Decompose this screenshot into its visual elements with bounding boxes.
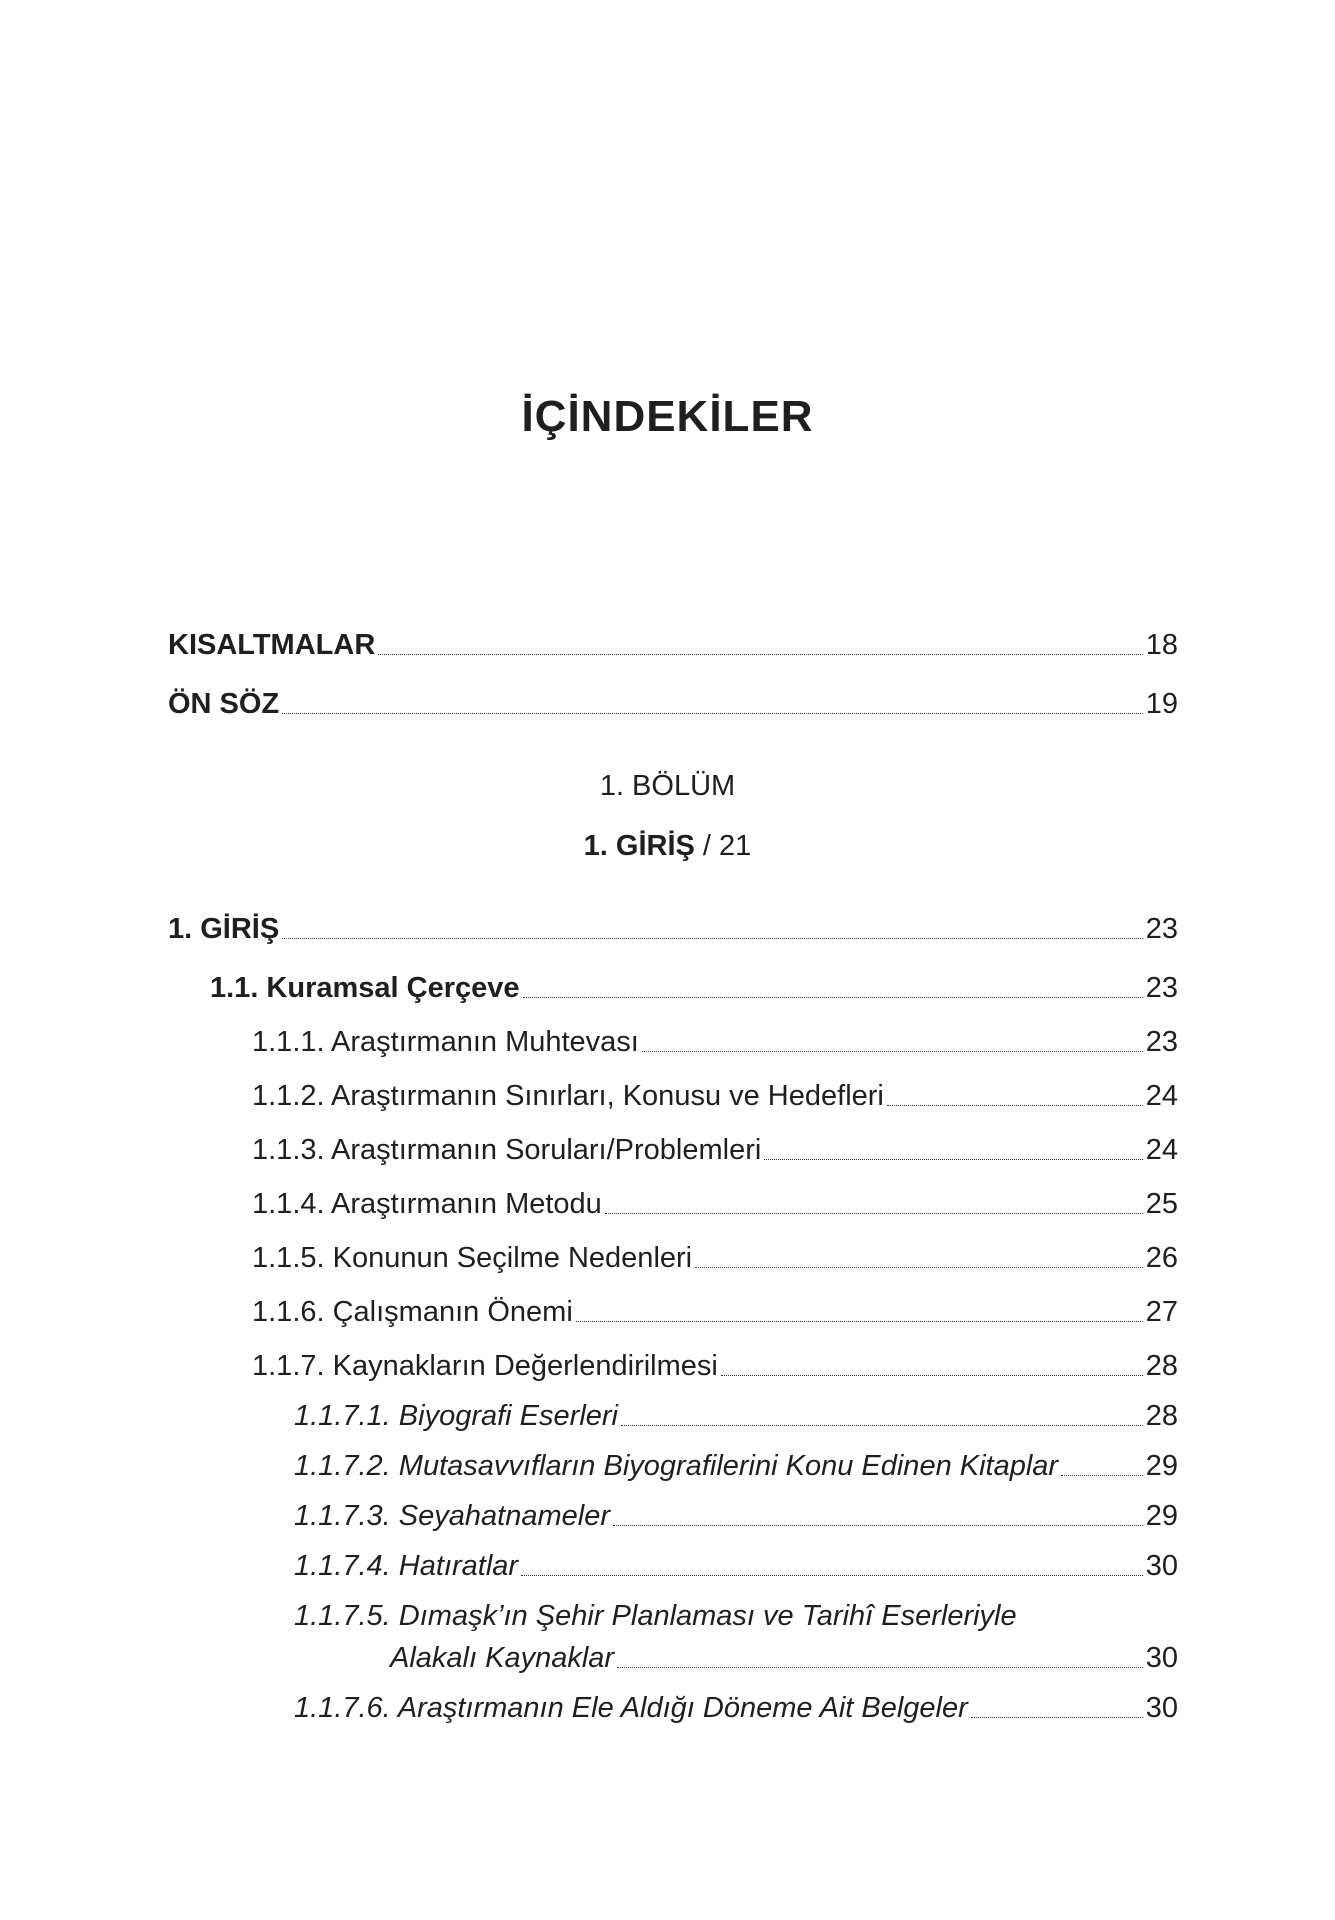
toc-entry-label: 1. GİRİŞ [168, 913, 280, 945]
toc-entry[interactable] [252, 1024, 1178, 1060]
toc-entry-label: 1.1.7.2. Mutasavvıfların Biyografilerini Konu Edinen Kitaplar [294, 1450, 1059, 1482]
dot-leader [617, 1667, 1143, 1668]
toc-entry-page: 27 [1145, 1296, 1178, 1328]
toc-entry-label: 1.1. Kuramsal Çerçeve [210, 972, 520, 1004]
dot-leader [605, 1213, 1143, 1214]
toc-entry[interactable] [294, 1690, 1178, 1726]
toc-entry-label: 1.1.7.5. Dımaşk’ın Şehir Planlaması ve Tarihî Eserleriyle [294, 1600, 1017, 1632]
dot-leader [282, 713, 1143, 714]
toc-entry[interactable] [252, 1348, 1178, 1384]
dot-leader [642, 1051, 1143, 1052]
dot-leader [378, 654, 1142, 655]
dot-leader [613, 1525, 1143, 1526]
toc-entry[interactable] [168, 911, 1178, 947]
toc-entry-page: 23 [1145, 1026, 1178, 1058]
part-title [0, 828, 1335, 864]
toc-entry-page: 26 [1145, 1242, 1178, 1274]
part-title-bold: 1. GİRİŞ [583, 830, 695, 862]
dot-leader [887, 1105, 1143, 1106]
toc-entry-page: 19 [1145, 688, 1178, 720]
toc-entry[interactable] [252, 1132, 1178, 1168]
dot-leader [282, 938, 1143, 939]
toc-entry-label: 1.1.2. Araştırmanın Sınırları, Konusu ve Hedefleri [252, 1080, 884, 1112]
toc-entry-page: 25 [1145, 1188, 1178, 1220]
toc-entry-label: 1.1.1. Araştırmanın Muhtevası [252, 1026, 639, 1058]
toc-entry-label: 1.1.4. Araştırmanın Metodu [252, 1188, 602, 1220]
toc-entry-label: 1.1.3. Araştırmanın Soruları/Problemleri [252, 1134, 762, 1166]
toc-entry-page: 30 [1145, 1642, 1178, 1674]
toc-entry-kisaltmalar[interactable] [168, 627, 1178, 663]
toc-entry[interactable] [252, 1240, 1178, 1276]
dot-leader [764, 1159, 1142, 1160]
toc-entry-page: 28 [1145, 1350, 1178, 1382]
toc-entry[interactable] [390, 1640, 1178, 1676]
toc-entry-label: 1.1.7.4. Hatıratlar [294, 1550, 519, 1582]
toc-entry-label: 1.1.7.6. Araştırmanın Ele Aldığı Döneme Ait Belgeler [294, 1692, 968, 1724]
toc-entry-label: KISALTMALAR [168, 629, 376, 661]
dot-leader [971, 1717, 1143, 1718]
toc-entry[interactable] [294, 1498, 1178, 1534]
toc-entry-page: 30 [1145, 1692, 1178, 1724]
toc-entry-page: 24 [1145, 1080, 1178, 1112]
page-title: İÇİNDEKİLER [521, 392, 814, 441]
dot-leader [721, 1375, 1143, 1376]
toc-entry[interactable] [252, 1294, 1178, 1330]
toc-entry-line1[interactable] [294, 1598, 1017, 1634]
dot-leader [621, 1425, 1143, 1426]
dot-leader [695, 1267, 1143, 1268]
toc-entry[interactable] [294, 1548, 1178, 1584]
dot-leader [523, 997, 1143, 998]
toc-entry-page: 30 [1145, 1550, 1178, 1582]
toc-entry-on-soz[interactable] [168, 686, 1178, 722]
toc-entry-page: 23 [1145, 972, 1178, 1004]
toc-entry[interactable] [294, 1398, 1178, 1434]
toc-entry[interactable] [252, 1186, 1178, 1222]
dot-leader [1061, 1475, 1143, 1476]
toc-entry-label: 1.1.5. Konunun Seçilme Nedenleri [252, 1242, 693, 1274]
toc-entry-page: 23 [1145, 913, 1178, 945]
toc-entry-label: 1.1.7. Kaynakların Değerlendirilmesi [252, 1350, 718, 1382]
toc-entry[interactable] [252, 1078, 1178, 1114]
part-title-page: / 21 [694, 830, 752, 862]
toc-entry-label: 1.1.6. Çalışmanın Önemi [252, 1296, 573, 1328]
dot-leader [521, 1575, 1143, 1576]
toc-entry[interactable] [210, 970, 1178, 1006]
dot-leader [576, 1321, 1143, 1322]
toc-entry-page: 28 [1145, 1400, 1178, 1432]
toc-entry-label: 1.1.7.1. Biyografi Eserleri [294, 1400, 618, 1432]
toc-entry-label: 1.1.7.3. Seyahatnameler [294, 1500, 610, 1532]
toc-entry-label: ÖN SÖZ [168, 688, 280, 720]
toc-entry-page: 29 [1145, 1500, 1178, 1532]
toc-entry-page: 24 [1145, 1134, 1178, 1166]
toc-entry-page: 18 [1145, 629, 1178, 661]
toc-entry-page: 29 [1145, 1450, 1178, 1482]
toc-entry[interactable] [294, 1448, 1178, 1484]
toc-entry-label: Alakalı Kaynaklar [390, 1642, 615, 1674]
part-label: 1. BÖLÜM [599, 770, 736, 802]
